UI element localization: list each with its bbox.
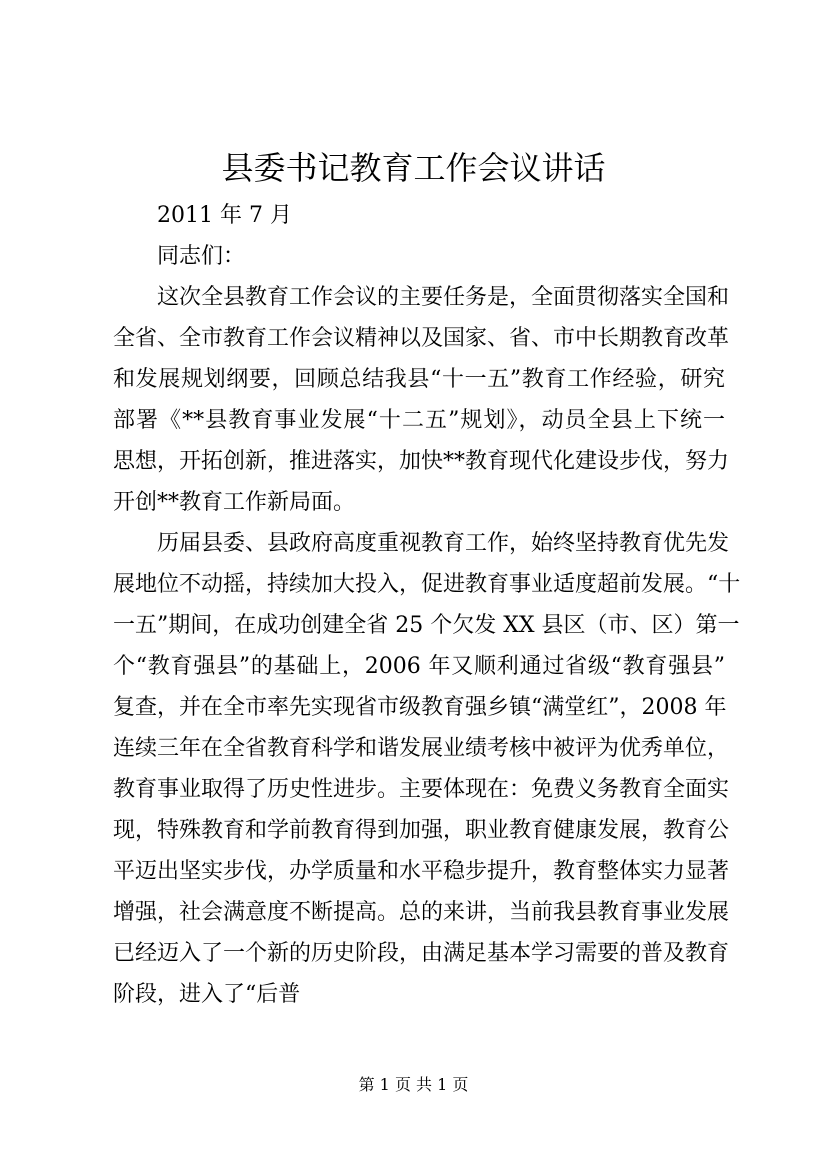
paragraph-line: 历届县委、县政府高度重视教育工作，始终坚持教育优先发 bbox=[157, 531, 730, 556]
paragraph-line: 部署《**县教育事业发展“十二五”规划》，动员全县上下统一 bbox=[113, 408, 725, 433]
paragraph-line: 这次全县教育工作会议的主要任务是，全面贯彻落实全国和 bbox=[157, 285, 730, 310]
paragraph-line: 一五”期间，在成功创建全省 25 个欠发 XX 县区（市、区）第一 bbox=[113, 613, 740, 638]
paragraph-line: 思想，开拓创新，推进落实，加快**教育现代化建设步伐，努力 bbox=[113, 449, 730, 474]
paragraph-line: 展地位不动摇，持续加大投入，促进教育事业适度超前发展。“十 bbox=[113, 572, 741, 597]
paragraph-line: 连续三年在全省教育科学和谐发展业绩考核中被评为优秀单位， bbox=[113, 736, 730, 761]
paragraph-line: 开创**教育工作新局面。 bbox=[113, 490, 356, 515]
paragraph-line: 全省、全市教育工作会议精神以及国家、省、市中长期教育改革 bbox=[113, 326, 730, 351]
salutation: 同志们： bbox=[157, 244, 246, 269]
paragraph-line: 和发展规划纲要，回顾总结我县“十一五”教育工作经验，研究 bbox=[113, 367, 725, 392]
document-title: 县委书记教育工作会议讲话 bbox=[221, 149, 606, 187]
paragraph-line: 现，特殊教育和学前教育得到加强，职业教育健康发展，教育公 bbox=[113, 818, 730, 843]
paragraph-line: 平迈出坚实步伐，办学质量和水平稳步提升，教育整体实力显著 bbox=[113, 859, 730, 884]
paragraph-line: 个“教育强县”的基础上，2006 年又顺利通过省级“教育强县” bbox=[113, 654, 725, 679]
paragraph-line: 已经迈入了一个新的历史阶段，由满足基本学习需要的普及教育 bbox=[113, 941, 730, 966]
paragraph-line: 阶段，进入了“后普 bbox=[113, 982, 301, 1007]
paragraph-line: 复查，并在全市率先实现省市级教育强乡镇“满堂红”，2008 年 bbox=[113, 695, 727, 720]
paragraph-line: 教育事业取得了历史性进步。主要体现在：免费义务教育全面实 bbox=[113, 777, 730, 802]
document-date: 2011 年 7 月 bbox=[157, 203, 292, 228]
paragraph-line: 增强，社会满意度不断提高。总的来讲，当前我县教育事业发展 bbox=[113, 900, 730, 925]
page-footer: 第 1 页 共 1 页 bbox=[358, 1075, 469, 1094]
